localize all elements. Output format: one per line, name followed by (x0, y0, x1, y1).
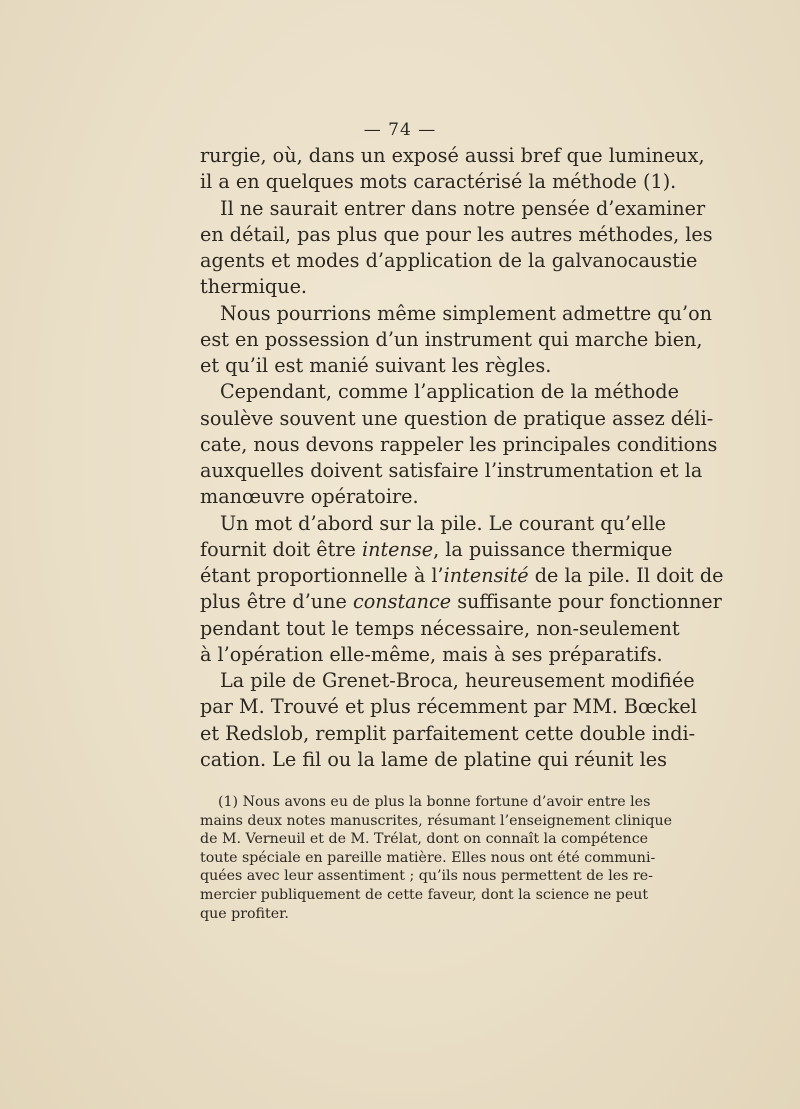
page-number: — 74 — (363, 120, 437, 140)
footnote-line: que profiter. (200, 905, 289, 922)
footnote-line: mercier publiquement de cette faveur, dont la science ne peut (200, 886, 649, 903)
text-line: La pile de Grenet-Broca, heureusement modifiée (220, 669, 695, 692)
text-line: cate, nous devons rappeler les principales conditions (200, 432, 718, 456)
text-line: par M. Trouvé et plus récemment par MM. Bœckel (200, 695, 697, 719)
text-line: en détail, pas plus que pour les autres méthodes, les (200, 222, 713, 246)
text-line: à l’opération elle-même, mais à ses préparatifs. (200, 642, 663, 666)
text-line: plus être d’une constance suffisante pour fonctionner (200, 590, 722, 614)
text-line: Il ne saurait entrer dans notre pensée d’examiner (220, 196, 706, 220)
text-line: il a en quelques mots caractérisé la méthode (1). (200, 170, 677, 194)
text-line: manœuvre opératoire. (200, 485, 419, 509)
text-line: soulève souvent une question de pratique assez déli- (200, 406, 714, 430)
footnote-line: de M. Verneuil et de M. Trélat, dont on connaît la compétence (200, 831, 649, 848)
text-line: rurgie, où, dans un exposé aussi bref que lumineux, (200, 144, 705, 167)
text-line: cation. Le fil ou la lame de platine qui réunit les (200, 747, 667, 771)
body-text (200, 143, 724, 773)
text-line: pendant tout le temps nécessaire, non-seulement (200, 616, 680, 640)
footnote-line: mains deux notes manuscrites, résumant l’enseignement clinique (200, 812, 672, 829)
text-line: Un mot d’abord sur la pile. Le courant qu’elle (220, 511, 667, 535)
text-line: et Redslob, remplit parfaitement cette double indi- (200, 721, 696, 745)
text-line: étant proportionnelle à l’intensité de la pile. Il doit de (200, 564, 724, 587)
text-line: fournit doit être intense, la puissance thermique (200, 537, 673, 561)
footnote-line: toute spéciale en pareille matière. Elles nous ont été communi- (200, 849, 656, 866)
text-line: et qu’il est manié suivant les règles. (200, 354, 552, 377)
text-line: est en possession d’un instrument qui marche bien, (200, 327, 703, 351)
text-line: Cependant, comme l’application de la méthode (220, 380, 679, 404)
footnote-line: (1) Nous avons eu de plus la bonne fortune d’avoir entre les (218, 794, 651, 810)
text-line: thermique. (200, 275, 308, 299)
text-line: Nous pourrions même simplement admettre qu’on (220, 301, 713, 325)
footnote (200, 793, 672, 923)
text-line: auxquelles doivent satisfaire l’instrumentation et la (200, 459, 703, 482)
text-line: agents et modes d’application de la galvanocaustie (200, 249, 698, 272)
footnote-line: quées avec leur assentiment ; qu’ils nous permettent de les re- (200, 868, 653, 885)
